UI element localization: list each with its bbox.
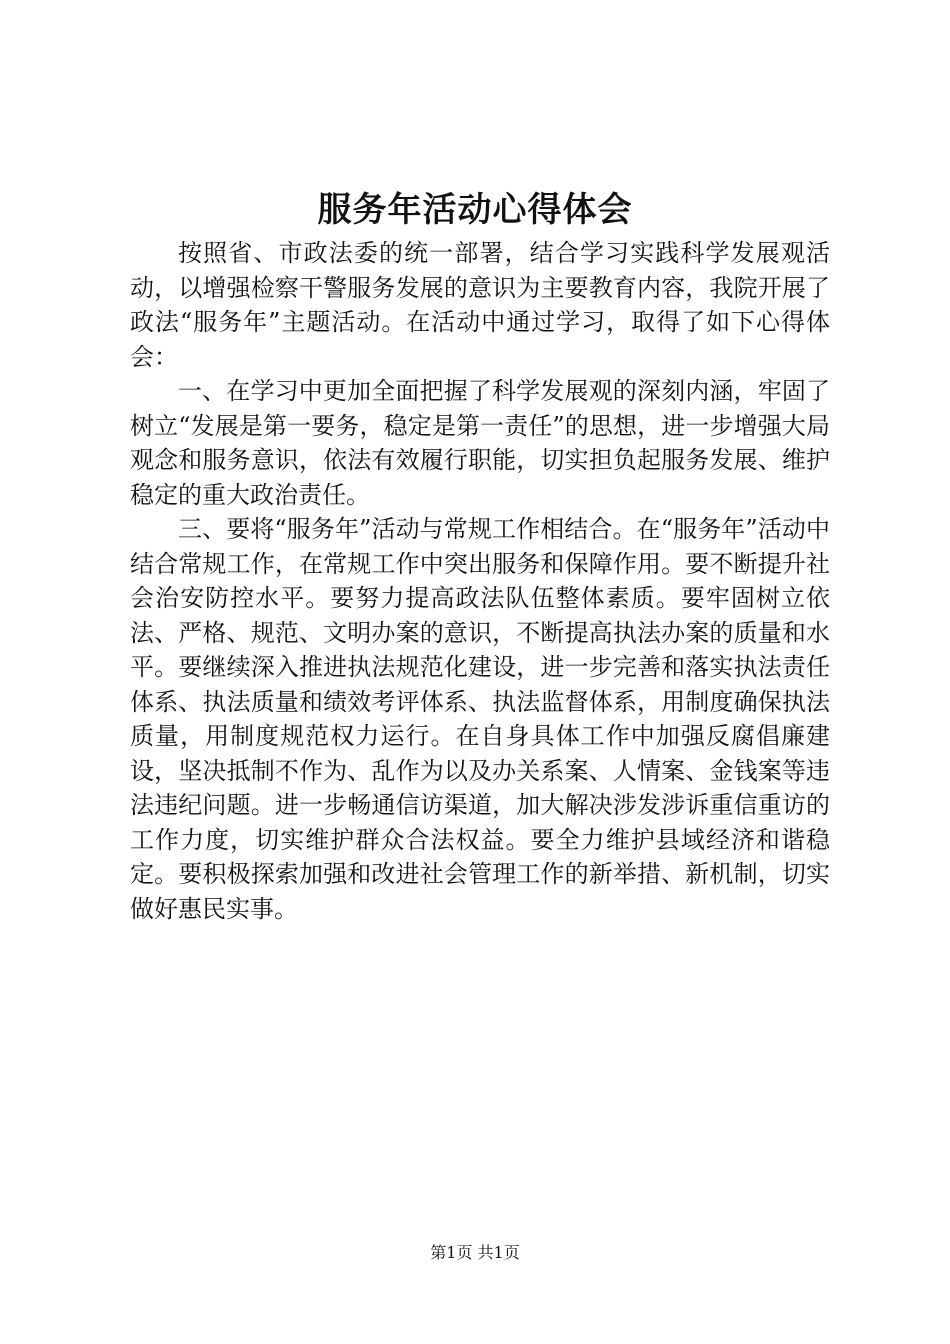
page-footer: 第1页 共1页 xyxy=(430,1243,520,1262)
paragraph-point-three: 三、要将“服务年”活动与常规工作相结合。在“服务年”活动中结合常规工作，在常规工作中突出服务和保障作用。要不断提升社会治安防控水平。要努力提高政法队伍整体素质。要牢固树立依法、严格、规范、文明办案的意识，不断提高执法办案的质量和水平。要继续深入推进执法规范化建设，进一步完善和落实执法责任体系、执法质量和绩效考评体系、执法监督体系，用制度确保执法质量，用制度规范权力运行。在自身具体工作中加强反腐倡廉建设，坚决抵制不作为、乱作为以及办关系案、人情案、金钱案等违法违纪问题。进一步畅通信访渠道，加大解决涉发涉诉重信重访的工作力度，切实维护群众合法权益。要全力维护县域经济和谐稳定。要积极探索加强和改进社会管理工作的新举措、新机制，切实做好惠民实事。 xyxy=(130,515,830,923)
document-title: 服务年活动心得体会 xyxy=(317,190,633,230)
paragraph-intro: 按照省、市政法委的统一部署，结合学习实践科学发展观活动，以增强检察干警服务发展的意识为主要教育内容，我院开展了政法“服务年”主题活动。在活动中通过学习，取得了如下心得体会： xyxy=(130,239,830,371)
paragraph-point-one: 一、在学习中更加全面把握了科学发展观的深刻内涵，牢固了树立“发展是第一要务，稳定是第一责任”的思想，进一步增强大局观念和服务意识，依法有效履行职能，切实担负起服务发展、维护稳定的重大政治责任。 xyxy=(130,377,830,509)
document-body xyxy=(130,236,830,926)
